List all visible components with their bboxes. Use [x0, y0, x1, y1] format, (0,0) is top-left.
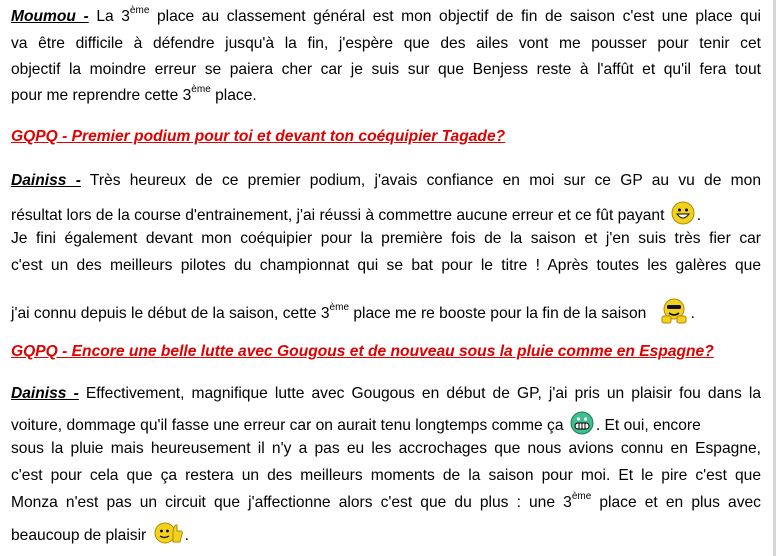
text-line: voiture, dommage qu'il fasse une erreur car on aurait tenu longtemps comme ça . Et oui, encore — [11, 411, 701, 441]
big-grin-emoticon — [671, 201, 695, 231]
speaker-name: Dainiss - — [11, 172, 81, 189]
text-line: Dainiss - Très heureux de ce premier podium, j'avais confiance en moi sur ce GP au vu de mon — [11, 172, 761, 189]
text-line: sous la pluie mais heureusement il n'y a pas eu les accrochages que nous avions connu en Espagne, — [11, 440, 761, 457]
text-line: Monza n'est pas un circuit que j'affectionne alors c'est que du plus : une 3ème place et en plus avec — [11, 490, 761, 511]
text-line: Moumou - La 3ème place au classement général est mon objectif de fin de saison c'est une place qui — [11, 4, 761, 25]
text-line: Je fini également devant mon coéquipier pour la première fois de la saison et j'en suis très fier car — [11, 230, 761, 247]
text-line: objectif la moindre erreur se paiera cher car je suis sur que Benjess reste à l'affût et qu'il fera tout — [11, 61, 761, 78]
text-line: j'ai connu depuis le début de la saison, cette 3ème place me re booste pour la fin de la saison . — [11, 296, 695, 332]
question-heading: GQPQ - Encore une belle lutte avec Gougous et de nouveau sous la pluie comme en Espagne? — [11, 343, 714, 360]
thumbs-up-smiley-emoticon — [153, 520, 183, 552]
question-heading: GQPQ - Premier podium pour toi et devant ton coéquipier Tagade? — [11, 128, 506, 145]
text-line: beaucoup de plaisir . — [11, 520, 189, 552]
text-line: va être difficile à défendre jusqu'à la fin, j'espère que des ailes vont me pousser pour tenir cet — [11, 35, 761, 52]
text-line: c'est pour cela que ça restera un des meilleurs moments de la saison pour moi. Et le pire c'est que — [11, 467, 761, 484]
speaker-name: Moumou - — [11, 8, 89, 25]
text-line: c'est un des meilleurs pilotes du championnat qui se bat pour le titre ! Après toutes les galères que — [11, 257, 761, 274]
speaker-name: Dainiss - — [11, 385, 79, 402]
teeth-grin-emoticon — [570, 411, 594, 441]
text-line: Dainiss - Effectivement, magnifique lutte avec Gougous en début de GP, j'ai pris un plaisir fou dans la — [11, 385, 761, 402]
thumbs-up-cool-emoticon — [659, 296, 689, 332]
text-line: résultat lors de la course d'entrainement, j'ai réussi à commettre aucune erreur et ce fût payant . — [11, 201, 701, 231]
text-line: pour me reprendre cette 3ème place. — [11, 83, 257, 104]
